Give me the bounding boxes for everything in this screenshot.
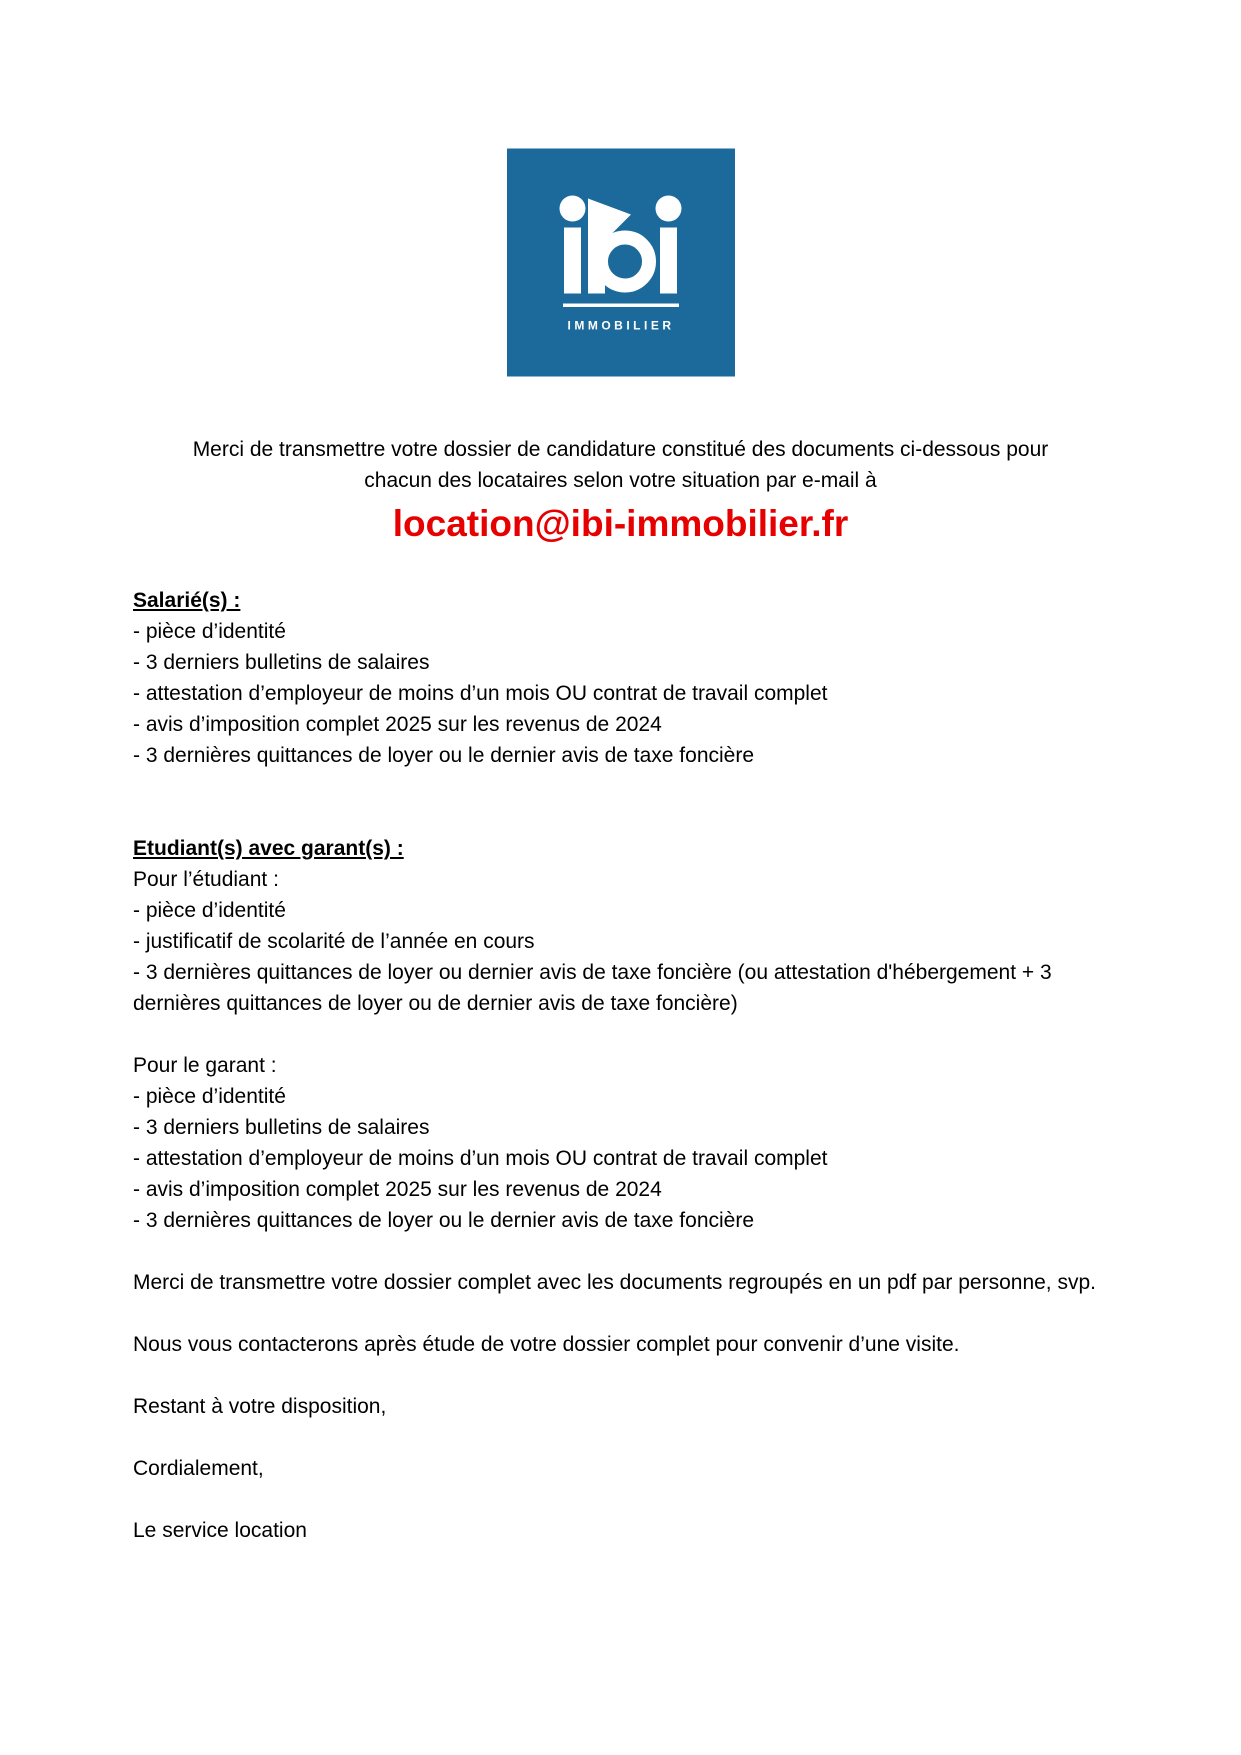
logo-background (507, 149, 735, 377)
list-item: - pièce d’identité (133, 1085, 286, 1108)
list-item: - attestation d’employeur de moins d’un mois OU contrat de travail complet (133, 1147, 828, 1170)
list-item: - 3 derniers bulletins de salaires (133, 1116, 430, 1139)
list-item: - pièce d’identité (133, 899, 286, 922)
section-salaries-heading: Salarié(s) : (133, 589, 241, 612)
section-salaries (133, 585, 1108, 771)
availability-line: Restant à votre disposition, (133, 1395, 387, 1418)
student-sublabel: Pour l’étudiant : (133, 868, 279, 891)
list-item: - 3 dernières quittances de loyer ou le dernier avis de taxe foncière (133, 744, 755, 767)
logo-subtitle: IMMOBILIER (567, 318, 674, 333)
intro-line-1: Merci de transmettre votre dossier de candidature constitué des documents ci-dessous pour (192, 438, 1049, 461)
contact-email: location@ibi-immobilier.fr (392, 503, 849, 544)
list-item: - justificatif de scolarité de l’année en cours (133, 930, 535, 953)
list-item: - 3 dernières quittances de loyer ou dernier avis de taxe foncière (ou attestation d'hébergement + 3 dernières quittances de loyer ou de dernier avis de taxe foncière) (133, 961, 1052, 1015)
ibi-immobilier-logo (507, 148, 735, 377)
intro-paragraph (133, 434, 1108, 496)
guarantor-sublabel: Pour le garant : (133, 1054, 277, 1077)
section-guarantor (133, 1050, 1108, 1236)
section-students-heading: Etudiant(s) avec garant(s) : (133, 837, 404, 860)
intro-line-2: chacun des locataires selon votre situation par e-mail à (364, 469, 877, 492)
list-item: - attestation d’employeur de moins d’un mois OU contrat de travail complet (133, 682, 828, 705)
signature-line: Le service location (133, 1519, 307, 1542)
section-students (133, 833, 1108, 1019)
list-item: - 3 derniers bulletins de salaires (133, 651, 430, 674)
list-item: - avis d’imposition complet 2025 sur les revenus de 2024 (133, 1178, 662, 1201)
list-item: - 3 dernières quittances de loyer ou le dernier avis de taxe foncière (133, 1209, 755, 1232)
list-item: - pièce d’identité (133, 620, 286, 643)
contact-note-paragraph: Nous vous contacterons après étude de votre dossier complet pour convenir d’une visite. (133, 1333, 960, 1356)
list-item: - avis d’imposition complet 2025 sur les revenus de 2024 (133, 713, 662, 736)
signoff-line: Cordialement, (133, 1457, 264, 1480)
pdf-note-paragraph: Merci de transmettre votre dossier complet avec les documents regroupés en un pdf par personne, svp. (133, 1271, 1096, 1294)
document-body (133, 434, 1108, 1546)
